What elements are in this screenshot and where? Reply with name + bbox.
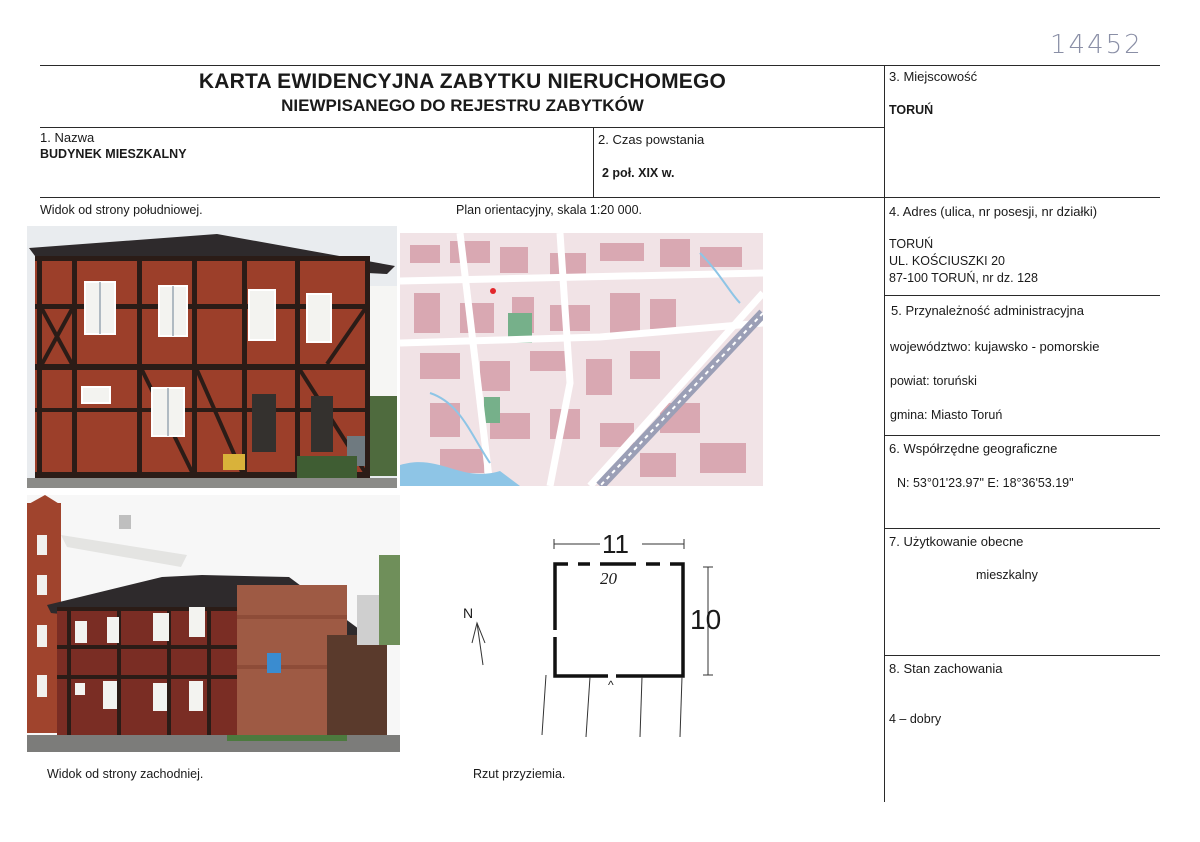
divider-address <box>885 295 1160 296</box>
orientation-map <box>400 233 763 486</box>
admin-county: powiat: toruński <box>890 374 977 388</box>
photo-west-view <box>27 495 400 752</box>
ground-plan <box>450 525 770 750</box>
usage-label: 7. Użytkowanie obecne <box>889 534 1024 549</box>
divider-admin <box>885 435 1160 436</box>
admin-label: 5. Przynależność administracyjna <box>891 303 1084 318</box>
admin-voivodeship: województwo: kujawsko - pomorskie <box>890 339 1100 354</box>
plan-width-dimension: 11 <box>602 529 629 559</box>
map-caption: Plan orientacyjny, skala 1:20 000. <box>456 203 642 217</box>
name-label: 1. Nazwa <box>40 130 95 145</box>
address-line-1: TORUŃ <box>889 237 934 251</box>
date-value: 2 poł. XIX w. <box>602 166 675 180</box>
fields-divider <box>40 197 1160 198</box>
name-value: BUDYNEK MIESZKALNY <box>40 147 187 161</box>
coords-value: N: 53°01'23.97" E: 18°36'53.19" <box>897 476 1074 490</box>
header-divider <box>40 127 885 128</box>
photo-south-view <box>27 226 397 488</box>
north-arrow-label: N <box>463 605 474 621</box>
plan-house-number: 20 <box>600 569 617 588</box>
usage-value: mieszkalny <box>976 568 1038 582</box>
address-label: 4. Adres (ulica, nr posesji, nr działki) <box>889 204 1098 219</box>
coords-label: 6. Współrzędne geograficzne <box>889 441 1058 456</box>
plan-entrance-mark: ^ <box>608 678 614 692</box>
date-label: 2. Czas powstania <box>598 132 705 147</box>
plan-depth-dimension: 10 <box>690 604 722 635</box>
admin-commune: gmina: Miasto Toruń <box>890 408 1003 422</box>
divider-usage <box>885 655 1160 656</box>
south-view-caption: Widok od strony południowej. <box>40 203 203 217</box>
west-view-caption: Widok od strony zachodniej. <box>47 767 204 781</box>
condition-label: 8. Stan zachowania <box>889 661 1003 676</box>
ground-plan-caption: Rzut przyziemia. <box>473 767 566 781</box>
top-border <box>40 65 1160 66</box>
page-title: KARTA EWIDENCYJNA ZABYTKU NIERUCHOMEGO <box>198 70 727 93</box>
condition-value: 4 – dobry <box>889 712 942 726</box>
divider-coords <box>885 528 1160 529</box>
name-date-divider <box>593 127 594 197</box>
address-line-2: UL. KOŚCIUSZKI 20 <box>889 254 1006 268</box>
locality-label: 3. Miejscowość <box>889 69 978 84</box>
locality-value: TORUŃ <box>889 103 934 117</box>
address-line-3: 87-100 TORUŃ, nr dz. 128 <box>889 271 1038 285</box>
page-subtitle: NIEWPISANEGO DO REJESTRU ZABYTKÓW <box>281 96 644 115</box>
right-column-divider <box>884 65 885 802</box>
inventory-number: 14452 <box>1050 30 1143 60</box>
